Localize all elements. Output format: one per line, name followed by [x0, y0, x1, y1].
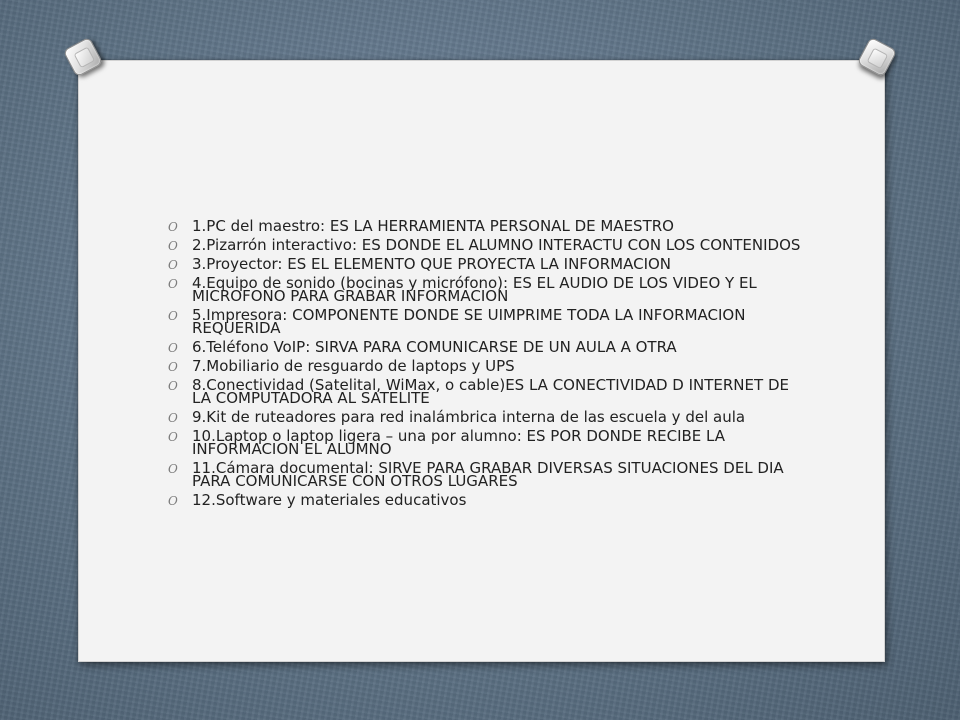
bullet-icon: O: [168, 258, 178, 272]
list-item-text: 10.Laptop o laptop ligera – una por alumno: ES POR DONDE RECIBE LA INFORMACION EL ALUMNO: [192, 427, 725, 458]
bullet-icon: O: [168, 379, 178, 393]
list-item-text: 2.Pizarrón interactivo: ES DONDE EL ALUMNO INTERACTU CON LOS CONTENIDOS: [192, 236, 801, 254]
list-item: [168, 306, 808, 337]
bullet-icon: O: [168, 411, 178, 425]
bullet-icon: O: [168, 360, 178, 374]
list-item-text: 6.Teléfono VoIP: SIRVA PARA COMUNICARSE DE UN AULA A OTRA: [192, 338, 677, 356]
bullet-icon: O: [168, 277, 178, 291]
list-item-text: 4.Equipo de sonido (bocinas y micrófono): ES EL AUDIO DE LOS VIDEO Y EL MICROFONO PARA GRABAR INFORMACION: [192, 274, 757, 305]
equipment-list: [168, 217, 808, 513]
list-item: [168, 236, 808, 254]
bullet-icon: O: [168, 430, 178, 444]
list-item: [168, 427, 808, 458]
list-item: [168, 217, 808, 235]
bullet-icon: O: [168, 239, 178, 253]
list-item: [168, 376, 808, 407]
list-item: [168, 274, 808, 305]
list-item-text: 7.Mobiliario de resguardo de laptops y UPS: [192, 357, 515, 375]
list-item: [168, 338, 808, 356]
list-item-text: 8.Conectividad (Satelital, WiMax, o cable)ES LA CONECTIVIDAD D INTERNET DE LA COMPUTADORA AL SATELITE: [192, 376, 789, 407]
list-item: [168, 255, 808, 273]
list-item-text: 9.Kit de ruteadores para red inalámbrica interna de las escuela y del aula: [192, 408, 746, 426]
bullet-icon: O: [168, 494, 178, 508]
list-item-text: 11.Cámara documental: SIRVE PARA GRABAR DIVERSAS SITUACIONES DEL DIA PARA COMUNICARSE CON OTROS LUGARES: [192, 459, 784, 490]
bullet-icon: O: [168, 309, 178, 323]
list-item: [168, 357, 808, 375]
list-item-text: 12.Software y materiales educativos: [192, 491, 467, 509]
list-item: [168, 459, 808, 490]
list-item-text: 3.Proyector: ES EL ELEMENTO QUE PROYECTA LA INFORMACION: [192, 255, 672, 273]
bullet-icon: O: [168, 341, 178, 355]
list-item: [168, 408, 808, 426]
list-item-text: 1.PC del maestro: ES LA HERRAMIENTA PERSONAL DE MAESTRO: [192, 217, 674, 235]
bullet-icon: O: [168, 220, 178, 234]
list-item: [168, 491, 808, 509]
list-item-text: 5.Impresora: COMPONENTE DONDE SE UIMPRIME TODA LA INFORMACION REQUERIDA: [192, 306, 746, 337]
bullet-icon: O: [168, 462, 178, 476]
